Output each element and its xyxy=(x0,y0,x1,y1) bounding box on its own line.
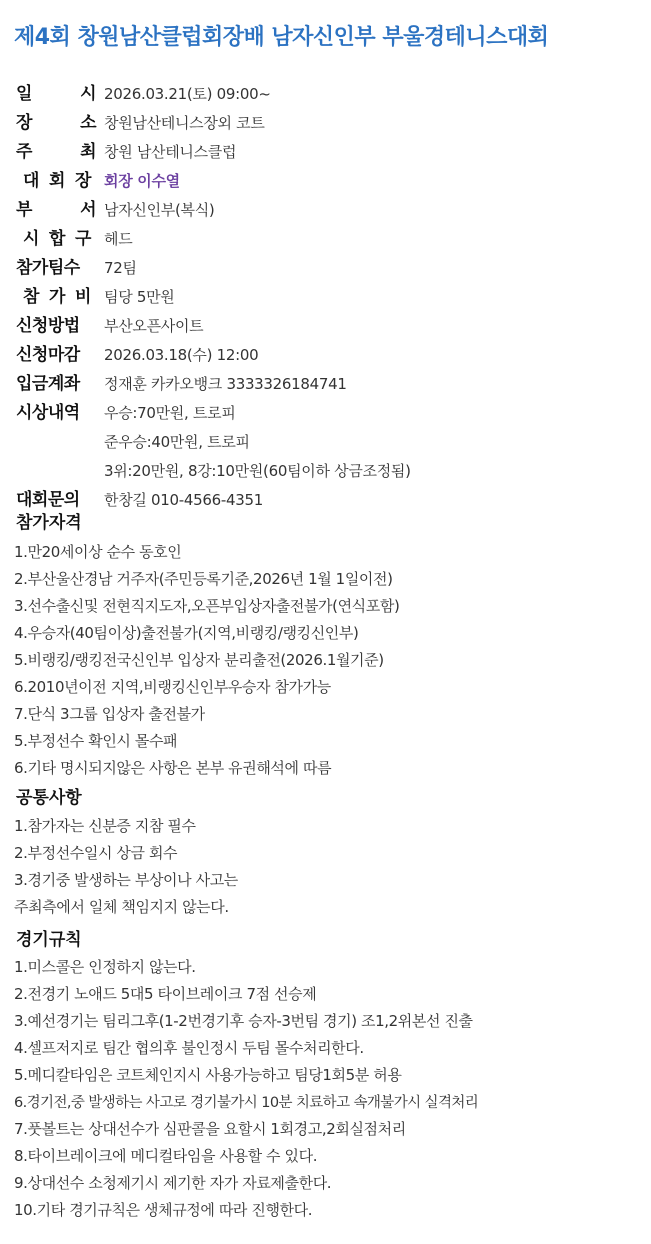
rule-item: 2.전경기 노애드 5대5 타이브레이크 7점 선승제 xyxy=(14,985,317,1003)
qualification-item: 7.단식 3그룹 입상자 출전불가 xyxy=(14,705,205,723)
qualification-item: 6.2010년이전 지역,비랭킹신인부우승자 참가가능 xyxy=(14,678,331,696)
info-value-division: 남자신인부(복식) xyxy=(104,201,215,219)
rules-heading: 경기규칙 xyxy=(16,930,82,950)
common-heading: 공통사항 xyxy=(16,788,82,808)
info-value-host: 창원 남산테니스클럽 xyxy=(104,143,237,161)
info-value-teams: 72팀 xyxy=(104,259,137,277)
info-row-apply-method xyxy=(0,312,651,341)
info-label-division: 부 서 xyxy=(16,200,96,220)
info-label-ball: 시 합 구 xyxy=(23,229,91,249)
info-value-venue: 창원남산테니스장외 코트 xyxy=(104,114,265,132)
info-label-apply-method: 신청방법 xyxy=(16,316,80,336)
info-row-prizes-cont xyxy=(0,457,651,486)
info-row-president xyxy=(0,167,651,196)
info-row-account xyxy=(0,370,651,399)
rule-item: 6.경기전,중 발생하는 사고로 경기불가시 10분 치료하고 속개불가시 실격처리 xyxy=(14,1095,479,1111)
rule-item: 1.미스콜은 인정하지 않는다. xyxy=(14,958,196,976)
page-title: 제4회 창원남산클럽회장배 남자신인부 부울경테니스대회 xyxy=(14,25,549,50)
rule-item: 8.타이브레이크에 메디컬타임을 사용할 수 있다. xyxy=(14,1147,318,1165)
qualification-item: 3.선수출신및 전현직지도자,오픈부입상자출전불가(연식포함) xyxy=(14,597,400,615)
qualification-item: 5.부정선수 확인시 몰수패 xyxy=(14,732,178,750)
info-value-prize-1: 우승:70만원, 트로피 xyxy=(104,404,236,422)
info-label-teams: 참가팀수 xyxy=(16,258,80,278)
info-row-prizes-cont xyxy=(0,428,651,457)
info-label-venue: 장 소 xyxy=(16,113,96,133)
common-item: 3.경기중 발생하는 부상이나 사고는 xyxy=(14,871,238,889)
info-value-account: 정재훈 카카오뱅크 3333326184741 xyxy=(104,375,347,393)
common-item: 2.부정선수일시 상금 회수 xyxy=(14,844,178,862)
info-row-ball xyxy=(0,225,651,254)
info-label-prizes: 시상내역 xyxy=(16,403,80,423)
info-row-host xyxy=(0,138,651,167)
rule-item: 7.풋볼트는 상대선수가 심판콜을 요할시 1회경고,2회실점처리 xyxy=(14,1120,406,1138)
info-row-date xyxy=(0,80,651,109)
qualification-item: 5.비랭킹/랭킹전국신인부 입상자 분리출전(2026.1월기준) xyxy=(14,651,384,669)
info-label-president: 대 회 장 xyxy=(23,171,91,191)
info-row-prizes xyxy=(0,399,651,428)
rule-item: 5.메디칼타임은 코트체인지시 사용가능하고 팀당1회5분 허용 xyxy=(14,1066,402,1084)
info-value-date: 2026.03.21(토) 09:00~ xyxy=(104,85,271,103)
common-item: 주최측에서 일체 책임지지 않는다. xyxy=(14,898,229,916)
info-row-venue xyxy=(0,109,651,138)
info-label-account: 입금계좌 xyxy=(16,374,80,394)
event-info-table xyxy=(0,80,651,515)
info-value-prize-2: 준우승:40만원, 트로피 xyxy=(104,433,250,451)
info-row-teams xyxy=(0,254,651,283)
rule-item: 3.예선경기는 팀리그후(1-2번경기후 승자-3번팀 경기) 조1,2위본선 진출 xyxy=(14,1012,473,1030)
common-item: 1.참가자는 신분증 지참 필수 xyxy=(14,817,196,835)
info-label-contact: 대회문의 xyxy=(16,490,80,510)
info-label-host: 주 최 xyxy=(16,142,96,162)
info-row-contact xyxy=(0,486,651,515)
info-value-fee: 팀당 5만원 xyxy=(104,288,175,306)
info-label-fee: 참 가 비 xyxy=(23,287,91,307)
info-value-deadline: 2026.03.18(수) 12:00 xyxy=(104,346,259,364)
qualification-item: 4.우승자(40팀이상)출전불가(지역,비랭킹/랭킹신인부) xyxy=(14,624,359,642)
info-label-deadline: 신청마감 xyxy=(16,345,80,365)
info-label-date: 일 시 xyxy=(16,84,96,104)
info-value-president: 회장 이수열 xyxy=(104,172,180,190)
info-row-division xyxy=(0,196,651,225)
info-value-prize-3: 3위:20만원, 8강:10만원(60팀이하 상금조정됨) xyxy=(104,462,411,480)
info-row-fee xyxy=(0,283,651,312)
qualification-item: 1.만20세이상 순수 동호인 xyxy=(14,543,182,561)
info-row-deadline xyxy=(0,341,651,370)
qualification-item: 6.기타 명시되지않은 사항은 본부 유권해석에 따름 xyxy=(14,759,332,777)
rule-item: 4.셀프저지로 팀간 협의후 불인정시 두팀 몰수처리한다. xyxy=(14,1039,364,1057)
info-value-apply-method: 부산오픈사이트 xyxy=(104,317,204,335)
info-value-ball: 헤드 xyxy=(104,230,133,248)
qualification-heading: 참가자격 xyxy=(16,513,82,533)
rule-item: 9.상대선수 소청제기시 제기한 자가 자료제출한다. xyxy=(14,1174,332,1192)
qualification-item: 2.부산울산경남 거주자(주민등록기준,2026년 1월 1일이전) xyxy=(14,570,393,588)
rule-item: 10.기타 경기규칙은 생체규정에 따라 진행한다. xyxy=(14,1201,313,1219)
info-value-contact: 한창길 010-4566-4351 xyxy=(104,491,263,509)
